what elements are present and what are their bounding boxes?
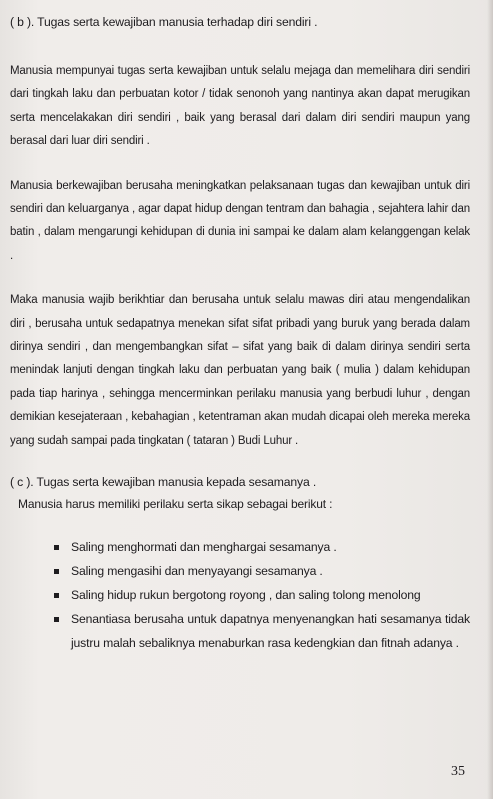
square-bullet-icon [54,593,59,598]
list-item [54,560,470,584]
section-b-heading: ( b ). Tugas serta kewajiban manusia terhadap diri sendiri . [10,15,318,29]
section-c-heading: ( c ). Tugas serta kewajiban manusia kepada sesamanya . [10,475,317,490]
section-b-paragraph-3: Maka manusia wajib berikhtiar dan berusaha untuk selalu mawas diri atau mengendalikan diri , berusaha untuk sedapatnya menekan sifat sifat pribadi yang buruk yang berada dalam dirinya sendiri , dan mengembangkan sifat – sifat yang baik di dalam dirinya sendiri serta menindak lanjuti dengan tingkah laku dan perbuatan yang baik ( mulia ) dalam kehidupan pada tiap harinya , sehingga mencerminkan perilaku manusia yang berbudi luhur , dengan demikian kesejateraan , kebahagian , ketentraman akan mudah dicapai oleh mereka mereka yang sudah sampai pada tingkatan ( tataran ) Budi Luhur . [10,294,470,447]
list-item [54,584,470,608]
page-edge-shadow [487,0,493,799]
list-item [54,536,470,560]
list-item-text: Saling menghormati dan menghargai sesamanya . [71,540,337,555]
page-content [10,14,470,656]
section-c-intro: Manusia harus memiliki perilaku serta sikap sebagai berikut : [18,497,333,512]
list-item-text: Senantiasa berusaha untuk dapatnya menyenangkan hati sesamanya tidak justru malah sebaliknya menaburkan rasa kedengkian dan fitnah adanya . [71,612,470,650]
section-c-bullet-list [10,536,470,655]
section-b-paragraph-1: Manusia mempunyai tugas serta kewajiban untuk selalu mejaga dan memelihara diri sendiri dari tingkah laku dan perbuatan kotor / tidak senonoh yang nantinya akan dapat merugikan serta mencelakakan diri sendiri , baik yang berasal dari dalam diri sendiri maupun yang berasal dari luar diri sendiri . [10,65,470,148]
square-bullet-icon [54,569,59,574]
list-item [54,608,470,655]
square-bullet-icon [54,617,59,622]
section-b-paragraph-2: Manusia berkewajiban berusaha meningkatkan pelaksanaan tugas dan kewajiban untuk diri sendiri dan keluarganya , agar dapat hidup dengan tentram dan bahagia , sejahtera lahir dan batin , dalam mengarungi kehidupan di dunia ini sampai ke dalam alam kelanggengan kelak . [10,179,470,262]
page-number: 35 [451,764,465,779]
list-item-text: Saling mengasihi dan menyayangi sesamanya . [71,564,323,579]
list-item-text: Saling hidup rukun bergotong royong , dan saling tolong menolong [71,588,421,603]
square-bullet-icon [54,545,59,550]
